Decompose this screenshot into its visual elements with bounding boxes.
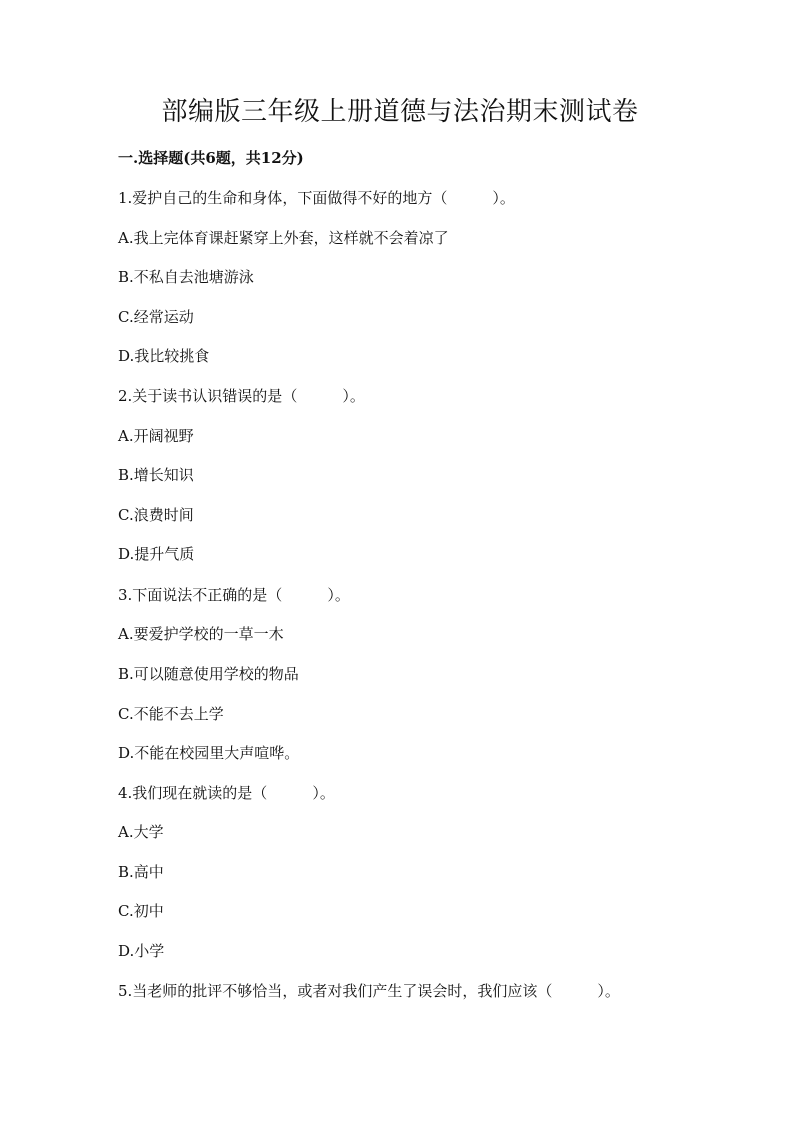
question-3-stem: 3.下面说法不正确的是（ ）。 [118, 586, 350, 604]
question-2-option-a: A.开阔视野 [118, 427, 194, 445]
question-3-option-d: D.不能在校园里大声喧哗。 [118, 744, 300, 762]
page-title: 部编版三年级上册道德与法治期末测试卷 [161, 97, 639, 127]
question-2-stem: 2.关于读书认识错误的是（ ）。 [118, 387, 365, 405]
question-4-option-c: C.初中 [118, 902, 164, 920]
question-2-option-c: C.浪费时间 [118, 506, 194, 524]
question-5-stem: 5.当老师的批评不够恰当，或者对我们产生了误会时，我们应该（ ）。 [118, 982, 620, 1000]
question-3-option-a: A.要爱护学校的一草一木 [118, 625, 284, 643]
question-2-option-d: D.提升气质 [118, 545, 195, 563]
question-1-stem: 1.爱护自己的生命和身体，下面做得不好的地方（ ）。 [118, 189, 515, 207]
question-1-option-a: A.我上完体育课赶紧穿上外套，这样就不会着凉了 [118, 229, 449, 247]
question-4-stem: 4.我们现在就读的是（ ）。 [118, 784, 335, 802]
question-4-option-b: B.高中 [118, 863, 164, 881]
question-3-option-b: B.可以随意使用学校的物品 [118, 665, 299, 683]
question-1-option-c: C.经常运动 [118, 308, 194, 326]
question-3-option-c: C.不能不去上学 [118, 705, 224, 723]
question-1-option-b: B.不私自去池塘游泳 [118, 268, 254, 286]
question-1-option-d: D.我比较挑食 [118, 347, 210, 365]
question-4-option-d: D.小学 [118, 942, 165, 960]
section-heading: 一.选择题(共6题，共12分) [118, 149, 304, 167]
question-4-option-a: A.大学 [118, 823, 164, 841]
question-2-option-b: B.增长知识 [118, 466, 194, 484]
